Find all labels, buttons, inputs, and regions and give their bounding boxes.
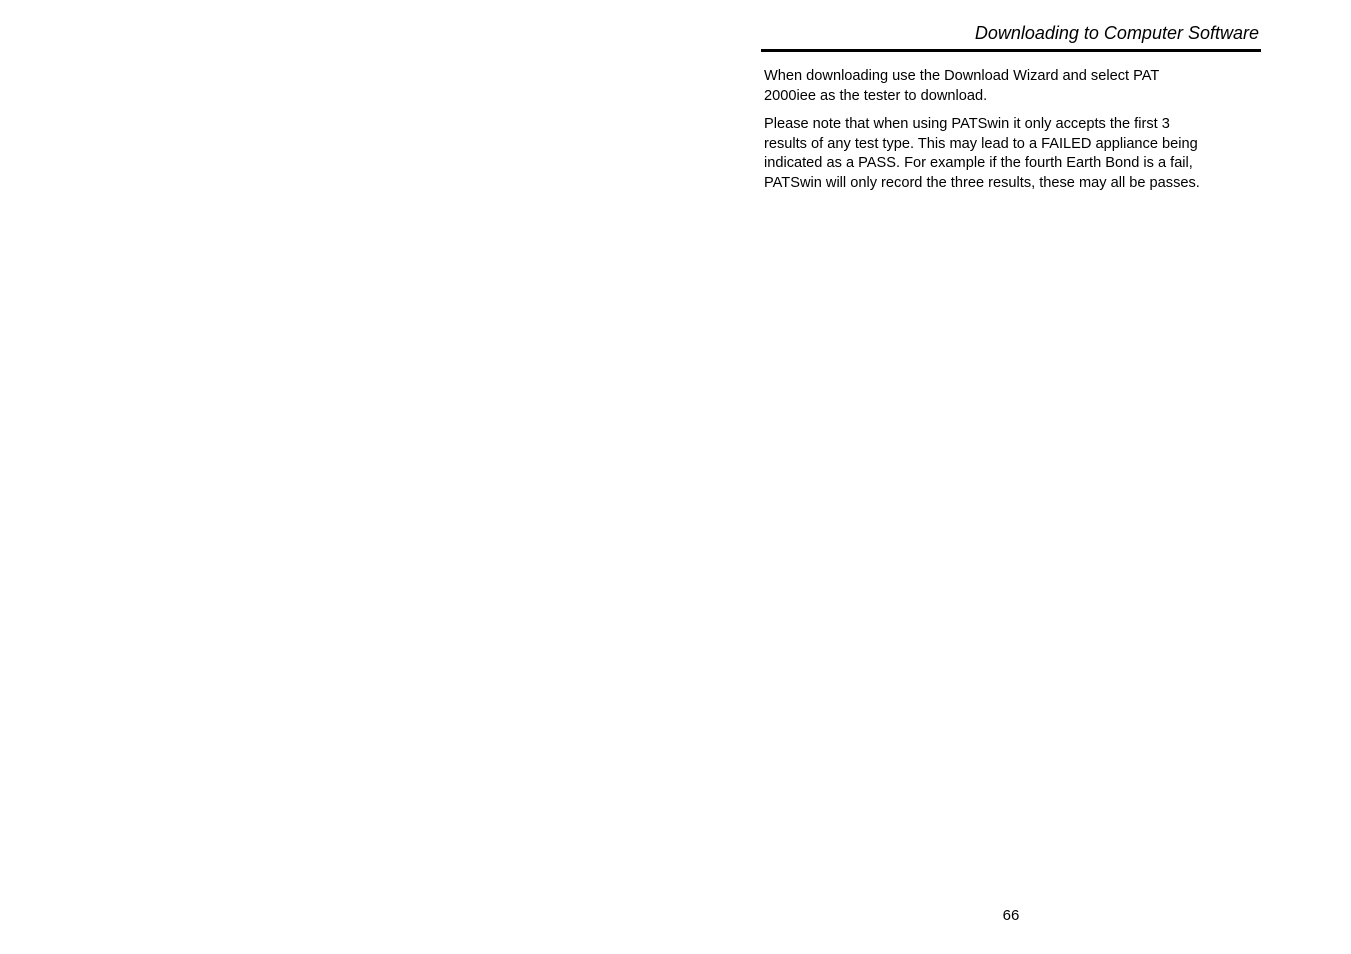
paragraph-patswin-note (764, 115, 1258, 193)
paragraph-line: PATSwin will only record the three results, these may all be passes. (764, 174, 1200, 191)
section-header (761, 22, 1261, 52)
page-number: 66 (1002, 907, 1020, 924)
paragraph-line: results of any test type. This may lead to a FAILED appliance being (764, 135, 1198, 152)
paragraph-line: Please note that when using PATSwin it only accepts the first 3 (764, 116, 1170, 132)
section-title: Downloading to Computer Software (974, 23, 1259, 43)
paragraph-line: indicated as a PASS. For example if the fourth Earth Bond is a fail, (764, 155, 1193, 171)
paragraph-line: When downloading use the Download Wizard and select PAT (764, 68, 1160, 84)
paragraph-line: 2000iee as the tester to download. (764, 87, 988, 104)
body-text (764, 67, 1258, 202)
paragraph-download-wizard (764, 67, 1258, 106)
